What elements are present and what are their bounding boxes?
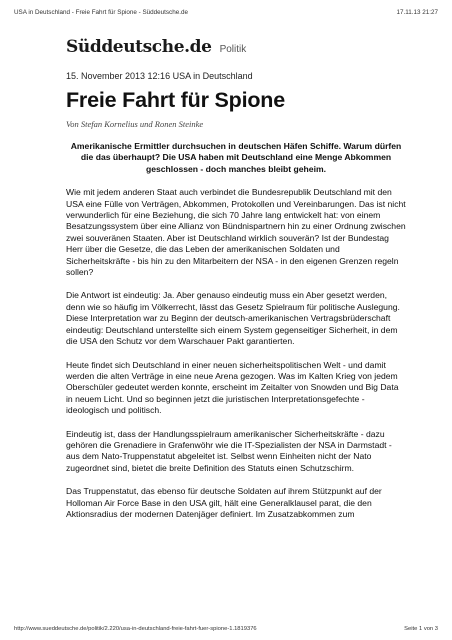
article-paragraph: Wie mit jedem anderen Staat auch verbindet die Bundesrepublik Deutschland mit den USA eine Fülle von Verträgen, Abkommen, Protokollen und Vereinbarungen. Das ist nicht verwunderlich für eine Beziehung, die sich 70 Jahre lang entwickelt hat: von einem Besatzungssystem über eine Allianz von Bündnispartnern hin zu einer Ordnung zwischen zwei souveränen Staaten. Aber ist Deutschland wirklich souverän? Ist der Bundestag Herr über die Gesetze, die das Leben der amerikanischen Soldaten und Sicherheitskräfte - bis hin zu den Mitarbeitern der NSA - in den eigenen Grenzen regeln sollen? xyxy=(66,187,406,278)
article-paragraph: Das Truppenstatut, das ebenso für deutsche Soldaten auf ihrem Stützpunkt auf der Holloman Air Force Base in den USA gilt, hält eine Generalklausel parat, die den Aktionsradius der modernen Datenjäger definiert. Im Zusatzabkommen zum xyxy=(66,486,382,519)
print-footer-url[interactable]: http://www.sueddeutsche.de/politik/2.220/usa-in-deutschland-freie-fahrt-fuer-spione-1.1819376 xyxy=(14,626,257,632)
masthead xyxy=(66,37,246,57)
article-paragraph: Heute findet sich Deutschland in einer neuen sicherheitspolitischen Welt - und damit werden die alten Verträge in eine neue Arena gezogen. Was im Kalten Krieg von jedem Oberschüler gedeutet werden konnte, erscheint im Zeitalter von Snowden und Big Data in neuem Licht. Und so beginnen jetzt die juristischen Interpretationsgefechte - ideologisch und politisch. xyxy=(66,359,399,416)
print-header-timestamp: 17.11.13 21:27 xyxy=(396,9,438,16)
section-label[interactable]: Politik xyxy=(219,44,247,55)
article-dateline: 15. November 2013 12:16 USA in Deutschland xyxy=(66,71,253,81)
print-footer-page-number: Seite 1 von 3 xyxy=(404,626,438,632)
article xyxy=(66,71,406,520)
article-headline: Freie Fahrt für Spione xyxy=(66,88,285,112)
print-footer xyxy=(14,626,438,632)
sueddeutsche-logo[interactable]: Süddeutsche.de xyxy=(66,37,212,57)
article-paragraph: Die Antwort ist eindeutig: Ja. Aber genauso eindeutig muss ein Aber gesetzt werden, denn wie so häufig im Völkerrecht, lässt das Gesetz Spielraum für politische Auslegung. Diese Interpretation war zu Beginn der deutsch-amerikanischen Vertragsbrüderschaft eindeutig: Deutschland unterstellte sich einem System gegenseitiger Sicherheit, in dem die USA den Schutz vor dem Warschauer Pakt garantierten. xyxy=(66,290,400,347)
print-header xyxy=(14,9,438,16)
article-authors: Von Stefan Kornelius und Ronen Steinke xyxy=(66,119,204,129)
article-paragraph: Eindeutig ist, dass der Handlungsspielraum amerikanischer Sicherheitskräfte - dazu gehören die Grenadiere in Grafenwöhr wie die IT-Spezialisten der NSA in Darmstadt - aus dem Nato-Truppenstatut abgeleitet ist. Selbst wenn Einheiten nicht der Nato zugeordnet sind, bietet die breite Definition des Statuts einen Schutzschirm. xyxy=(66,428,392,473)
print-header-title: USA in Deutschland - Freie Fahrt für Spione - Süddeutsche.de xyxy=(14,9,188,16)
article-lead: Amerikanische Ermittler durchsuchen in deutschen Häfen Schiffe. Warum dürfen die das überhaupt? Die USA haben mit Deutschland eine Menge Abkommen geschlossen - doch manches bleibt geheim. xyxy=(70,141,402,174)
